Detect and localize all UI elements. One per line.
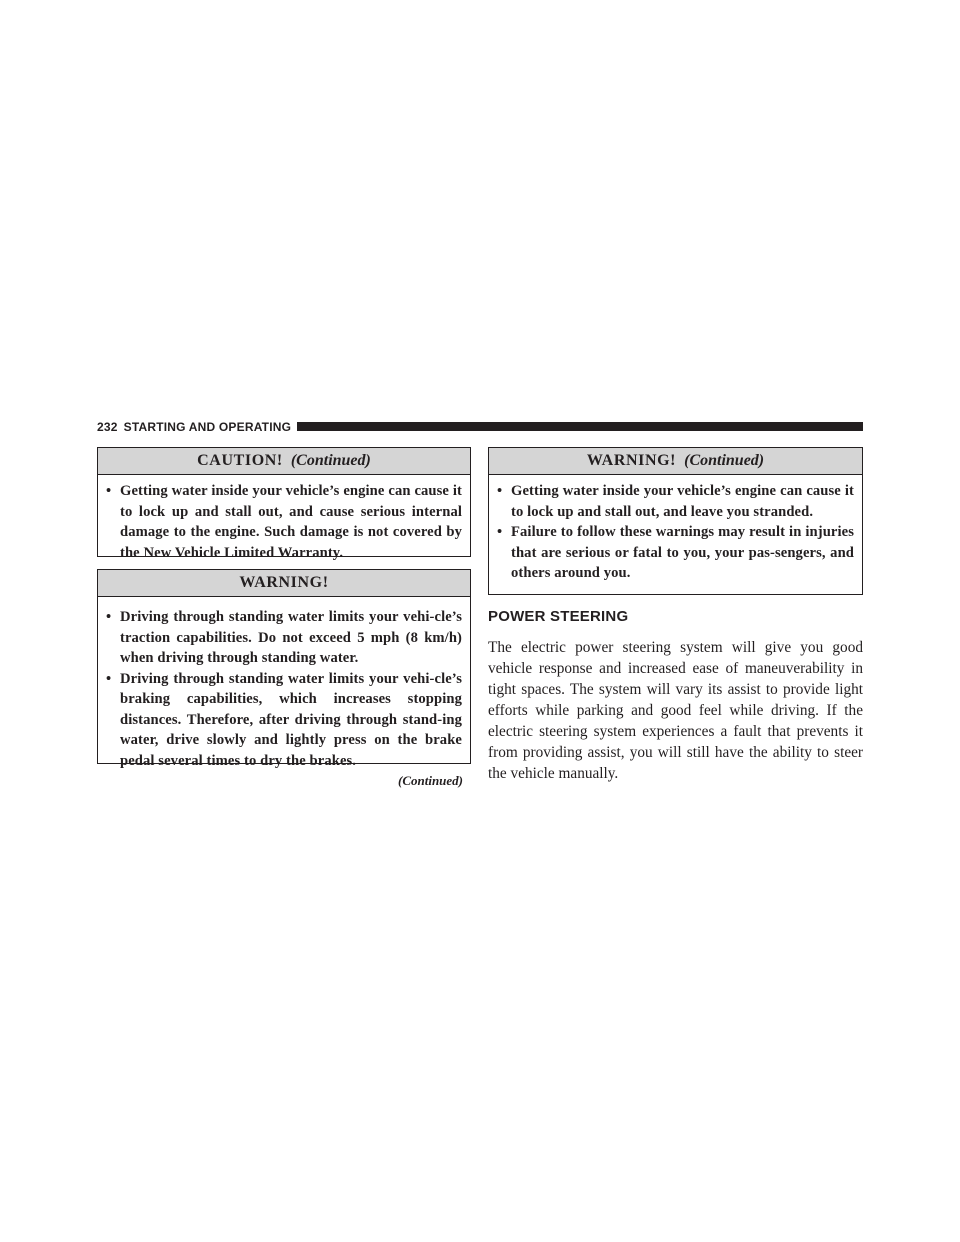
power-steering-paragraph: The electric power steering system will give you good vehicle response and increased ease of maneuverability in tight spaces. The system will vary its assist to provide light efforts while parking and good feel while driving. If the electric steering system experiences a fault that prevents it from providing assist, you will still have the ability to steer the vehicle manually. [488,639,863,782]
caution-box [97,447,471,561]
warning-box-header [98,570,470,597]
caution-box-header [98,448,470,475]
caution-item: • Getting water inside your vehicle’s engine can cause it to lock up and stall out, and cause serious internal damage to the engine. Such damage is not covered by the New Vehicle Limited Warranty. [106,481,462,563]
header-rule [297,422,863,431]
warning-continued-box-header [489,448,862,475]
warning-item: • Driving through standing water limits your vehi-cle’s traction capabilities. Do not exceed 5 mph (8 km/h) when driving through standing water. [106,607,462,669]
section-title: STARTING AND OPERATING [123,419,292,434]
warning-continued-item: • Getting water inside your vehicle’s engine can cause it to lock up and stall out, and leave you stranded. [497,481,854,522]
warning-continued-item: • Failure to follow these warnings may result in injuries that are serious or fatal to you, your pas-sengers, and others around you. [497,522,854,584]
warning-item: • Driving through standing water limits your vehi-cle’s braking capabilities, which increases stopping distances. Therefore, after driving through stand-ing water, drive slowly and lightly press on the brake pedal several times to dry the brakes. [106,669,462,772]
warning-continued-title: WARNING! [586,452,677,469]
warning-continued-label: (Continued) [684,452,765,469]
warning-continued-box [488,447,863,595]
warning-title: WARNING! [239,574,329,591]
page-number: 232 [97,419,118,434]
caution-continued: (Continued) [290,452,371,469]
continued-note: (Continued) [397,773,463,788]
page-header [97,420,863,433]
warning-box [97,569,471,769]
caution-title: CAUTION! [197,452,283,469]
section-heading: POWER STEERING [488,608,629,625]
